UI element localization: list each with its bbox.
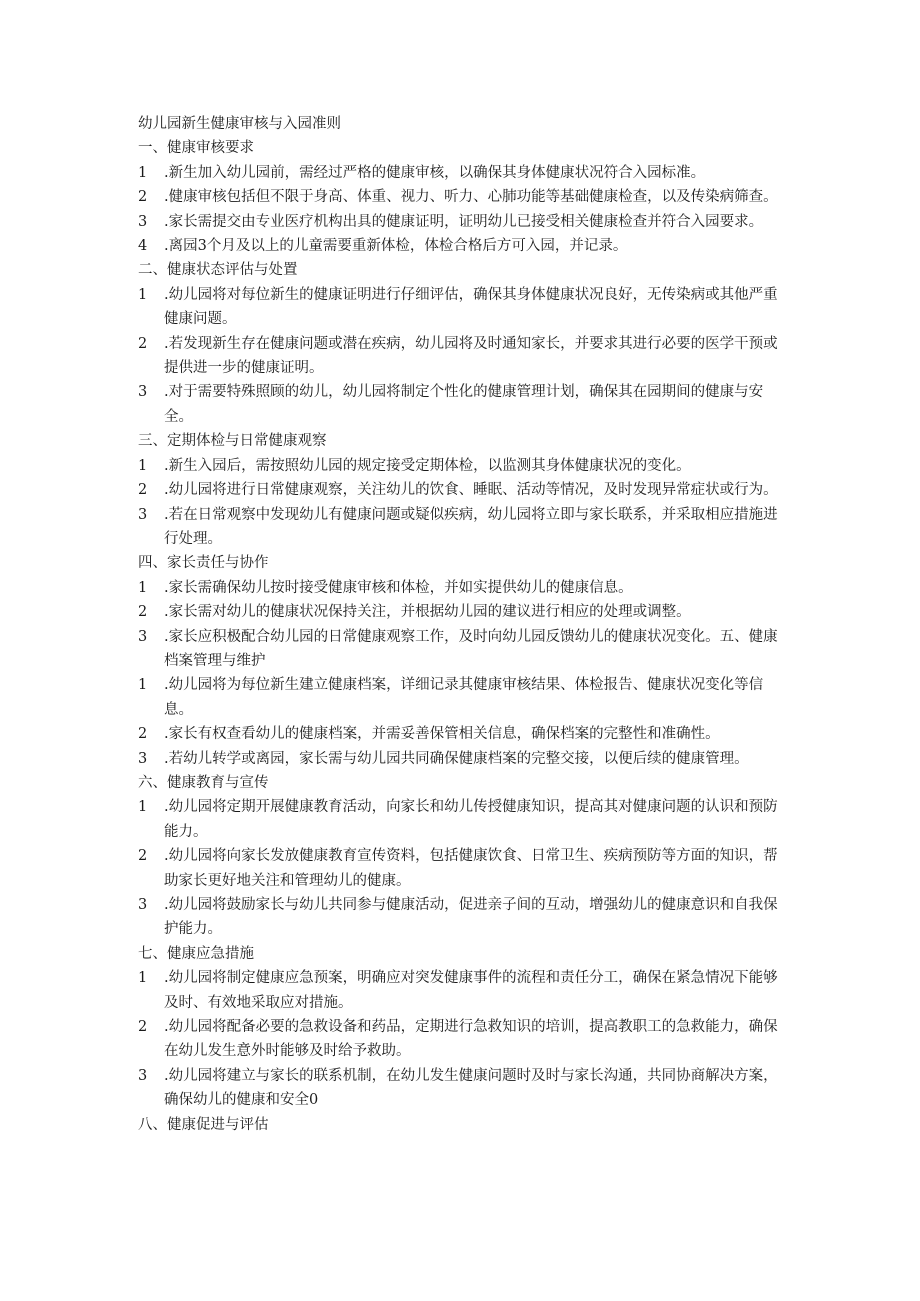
list-item — [138, 1015, 788, 1064]
list-item — [138, 673, 788, 722]
list-item — [138, 747, 788, 771]
item-text: .若幼儿转学或离园，家长需与幼儿园共同确保健康档案的完整交接，以便后续的健康管理。 — [164, 750, 749, 767]
item-text: .新生入园后，需按照幼儿园的规定接受定期体检，以监测其身体健康状况的变化。 — [164, 457, 691, 474]
item-number: 3 — [138, 897, 148, 913]
item-text: .家长需提交由专业医疗机构出具的健康证明，证明幼儿已接受相关健康检查并符合入园要求。 — [164, 213, 764, 230]
item-number: 2 — [138, 189, 148, 206]
list-item — [138, 478, 788, 502]
item-text: .幼儿园将向家长发放健康教育宣传资料，包括健康饮食、日常卫生、疾病预防等方面的知识，帮助家长更好地关注和管理幼儿的健康。 — [164, 848, 778, 889]
list-item — [138, 234, 788, 258]
item-text: .幼儿园将建立与家长的联系机制，在幼儿发生健康问题时及时与家长沟通，共同协商解决方案，确保幼儿的健康和安全0 — [164, 1067, 778, 1109]
item-number: 1 — [138, 457, 148, 474]
item-text: .幼儿园将为每位新生建立健康档案，详细记录其健康审核结果、体检报告、健康状况变化等信息。 — [164, 677, 764, 718]
list-item — [138, 576, 788, 600]
section-heading: 八、健康促进与评估 — [138, 1116, 269, 1133]
document-title: 幼儿园新生健康审核与入园准则 — [138, 116, 341, 132]
item-text: .家长需确保幼儿按时接受健康审核和体检，并如实提供幼儿的健康信息。 — [164, 579, 633, 596]
document-body — [138, 136, 788, 1137]
item-text: .幼儿园将对每位新生的健康证明进行仔细评估，确保其身体健康状况良好，无传染病或其他严重健康问题。 — [164, 286, 778, 328]
item-text: .若发现新生存在健康问题或潜在疾病，幼儿园将及时通知家长，并要求其进行必要的医学干预或提供进一步的健康证明。 — [164, 335, 778, 377]
document-page — [138, 112, 788, 1137]
item-text: .幼儿园将定期开展健康教育活动，向家长和幼儿传授健康知识，提高其对健康问题的认识和预防能力。 — [164, 799, 778, 840]
list-item — [138, 893, 788, 942]
item-number: 4 — [138, 238, 148, 255]
list-item — [138, 844, 788, 893]
item-number: 1 — [138, 579, 148, 596]
list-item — [138, 332, 788, 381]
item-number: 2 — [138, 604, 148, 621]
item-number: 2 — [138, 1019, 148, 1036]
item-text: .幼儿园将配备必要的急救设备和药品，定期进行急救知识的培训，提高教职工的急救能力，确保在幼儿发生意外时能够及时给予救助。 — [164, 1019, 778, 1060]
item-number: 2 — [138, 335, 148, 352]
item-number: 1 — [138, 799, 148, 816]
item-number: 3 — [138, 750, 148, 767]
list-item — [138, 503, 788, 552]
item-text: .家长应积极配合幼儿园的日常健康观察工作，及时向幼儿园反馈幼儿的健康状况变化。五、健康档案管理与维护 — [164, 628, 778, 669]
item-text: .对于需要特殊照顾的幼儿，幼儿园将制定个性化的健康管理计划，确保其在园期间的健康与安全。 — [164, 384, 764, 425]
item-text: .家长需对幼儿的健康状况保持关注，并根据幼儿园的建议进行相应的处理或调整。 — [164, 604, 691, 621]
item-text: .幼儿园将进行日常健康观察，关注幼儿的饮食、睡眠、活动等情况，及时发现异常症状或行为。 — [164, 482, 778, 499]
section-heading: 一、健康审核要求 — [138, 140, 254, 157]
list-item — [138, 185, 788, 209]
item-number: 2 — [138, 726, 148, 743]
list-item — [138, 283, 788, 332]
section-heading: 二、健康状态评估与处置 — [138, 262, 298, 279]
item-text: .家长有权查看幼儿的健康档案，并需妥善保管相关信息，确保档案的完整性和准确性。 — [164, 726, 720, 743]
item-text: .新生加入幼儿园前，需经过严格的健康审核，以确保其身体健康状况符合入园标准。 — [164, 164, 706, 181]
section-heading: 七、健康应急措施 — [138, 945, 254, 962]
item-text: .幼儿园将制定健康应急预案，明确应对突发健康事件的流程和责任分工，确保在紧急情况下能够及时、有效地采取应对措施。 — [164, 970, 778, 1011]
section-heading: 三、定期体检与日常健康观察 — [138, 433, 327, 450]
item-number: 3 — [138, 1067, 148, 1084]
item-number: 3 — [138, 628, 148, 645]
list-item — [138, 1064, 788, 1113]
section-heading: 六、健康教育与宣传 — [138, 774, 269, 791]
list-item — [138, 210, 788, 234]
item-text: .幼儿园将鼓励家长与幼儿共同参与健康活动，促进亲子间的互动，增强幼儿的健康意识和自我保护能力。 — [164, 897, 778, 938]
item-number: 2 — [138, 482, 148, 499]
item-text: .健康审核包括但不限于身高、体重、视力、听力、心肺功能等基础健康检查，以及传染病筛查。 — [164, 189, 778, 206]
section-heading: 四、家长责任与协作 — [138, 555, 269, 572]
item-text: .离园3个月及以上的儿童需要重新体检，体检合格后方可入园，并记录。 — [164, 238, 628, 255]
item-number: 1 — [138, 164, 148, 181]
item-text: .若在日常观察中发现幼儿有健康问题或疑似疾病，幼儿园将立即与家长联系，并采取相应措施进行处理。 — [164, 506, 778, 547]
list-item — [138, 795, 788, 844]
list-item — [138, 600, 788, 624]
item-number: 2 — [138, 848, 148, 865]
item-number: 3 — [138, 506, 148, 523]
list-item — [138, 380, 788, 429]
item-number: 3 — [138, 384, 148, 401]
item-number: 1 — [138, 286, 148, 303]
list-item — [138, 454, 788, 478]
list-item — [138, 966, 788, 1015]
item-number: 1 — [138, 970, 148, 987]
list-item — [138, 722, 788, 746]
item-number: 3 — [138, 213, 148, 230]
list-item — [138, 625, 788, 674]
item-number: 1 — [138, 677, 148, 694]
list-item — [138, 161, 788, 185]
